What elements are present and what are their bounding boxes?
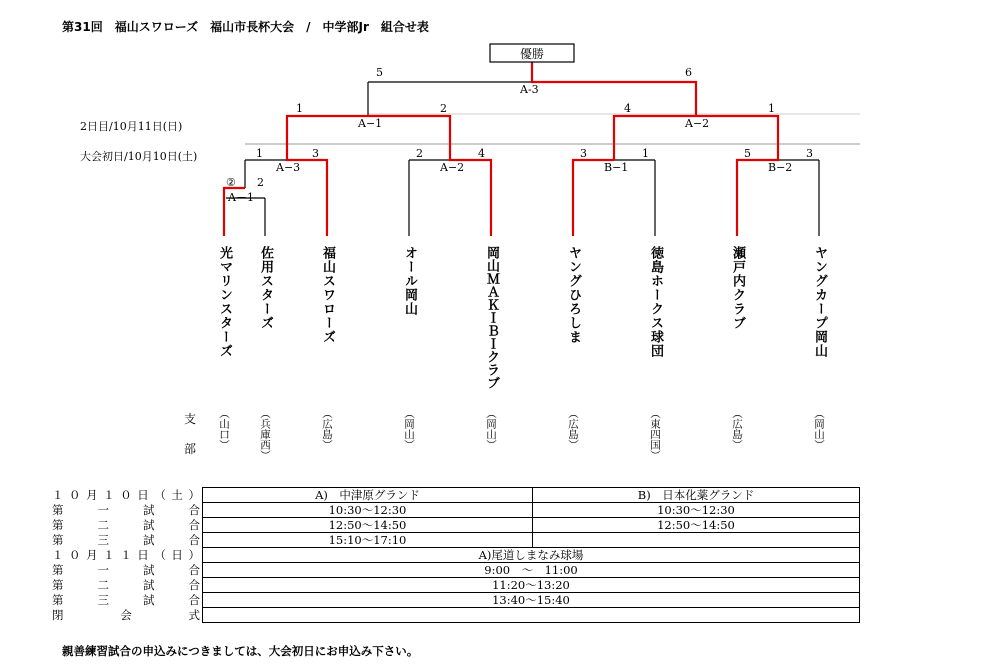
final-left-score: 5 <box>376 66 383 79</box>
team-branch: （山口） <box>218 408 230 450</box>
final-right-score: 6 <box>685 66 692 79</box>
team-branch: （岡山） <box>485 408 497 450</box>
team-name: ヤングひろしま <box>566 246 581 344</box>
time-slot: 15:10〜17:10 <box>203 533 533 548</box>
time-slot: 12:50〜14:50 <box>533 518 860 533</box>
game-label: 第三試合 <box>52 533 200 547</box>
branch-label-a: 支 <box>184 412 197 426</box>
page-title: 第31回 福山スワローズ 福山市長杯大会 / 中学部Jr 組合せ表 <box>62 20 429 34</box>
team-branch: （岡山） <box>813 408 825 450</box>
time-slot: 10:30〜12:30 <box>533 503 860 518</box>
team-name: 瀬戸内クラブ <box>730 246 745 330</box>
team-branch: （広島） <box>321 408 333 450</box>
r1-2-left-score: 2 <box>416 147 423 160</box>
team-branch: （岡山） <box>403 408 415 450</box>
final-code: A-3 <box>520 83 539 96</box>
champion-label: 優勝 <box>519 47 544 61</box>
r1-3-right-score: 1 <box>642 147 649 160</box>
semi-right-code: A−2 <box>685 117 710 130</box>
time-slot-empty <box>533 533 860 548</box>
time-slot: 11:20〜13:20 <box>203 578 860 593</box>
r1-1-code: A−3 <box>276 161 301 174</box>
time-slot: 10:30〜12:30 <box>203 503 533 518</box>
team-branch: （広島） <box>567 408 579 450</box>
team-name: ヤングカープ岡山 <box>812 246 827 358</box>
closing-label: 閉会式 <box>52 608 200 622</box>
team-name: 佐用スターズ <box>258 246 273 330</box>
time-slot: 12:50〜14:50 <box>203 518 533 533</box>
venue-day2: A)尾道しまなみ球場 <box>203 548 860 563</box>
team-name: 岡山ＭＡＫＩＢＩクラブ <box>484 246 499 389</box>
game-label: 第一試合 <box>52 563 200 577</box>
venue-a: A) 中津原グランド <box>203 488 533 503</box>
semi-right-right-score: 1 <box>768 102 775 115</box>
game-label: 第一試合 <box>52 503 200 517</box>
r0-right-score: 2 <box>257 176 264 189</box>
team-name: 福山スワローズ <box>320 246 335 344</box>
r1-3-code: B−1 <box>604 161 629 174</box>
schedule-table <box>52 487 860 623</box>
r0-code: A－1 <box>228 191 254 204</box>
winner-lines <box>224 62 778 236</box>
team-branch: （兵庫西） <box>259 408 271 461</box>
day2-label: 2日目/10月11日(日) <box>80 120 183 133</box>
semi-right-left-score: 4 <box>624 102 631 115</box>
closing-empty <box>203 608 860 623</box>
day1-label: 大会初日/10月10日(土) <box>80 150 198 163</box>
r1-4-code: B−2 <box>768 161 793 174</box>
time-slot: 13:40〜15:40 <box>203 593 860 608</box>
r0-left-score: ② <box>226 176 236 189</box>
team-branch: （広島） <box>731 408 743 450</box>
r1-4-left-score: 5 <box>744 147 751 160</box>
r1-2-right-score: 4 <box>478 147 485 160</box>
game-label: 第二試合 <box>52 578 200 592</box>
r1-2-code: A−2 <box>440 161 465 174</box>
r1-1-right-score: 3 <box>312 147 319 160</box>
r1-3-left-score: 3 <box>580 147 587 160</box>
team-name: 徳島ホークス球団 <box>648 246 663 358</box>
venue-b: B) 日本化薬グランド <box>533 488 860 503</box>
semi-left-left-score: 1 <box>296 102 303 115</box>
game-label: 第二試合 <box>52 518 200 532</box>
r1-1-left-score: 1 <box>256 147 263 160</box>
team-name: 光マリンスターズ <box>217 246 232 358</box>
footer-note: 親善練習試合の申込みにつきましては、大会初日にお申込み下さい。 <box>62 644 419 658</box>
r1-4-right-score: 3 <box>806 147 813 160</box>
day1-date: １０月１０日（土） <box>52 488 200 502</box>
semi-left-code: A−1 <box>358 117 383 130</box>
team-branch: （東四国） <box>649 408 661 461</box>
branch-label-b: 部 <box>184 442 197 456</box>
team-name: オール岡山 <box>402 246 417 316</box>
day2-date: １０月１１日（日） <box>52 548 200 562</box>
time-slot: 9:00 〜 11:00 <box>203 563 860 578</box>
semi-left-right-score: 2 <box>440 102 447 115</box>
game-label: 第三試合 <box>52 593 200 607</box>
